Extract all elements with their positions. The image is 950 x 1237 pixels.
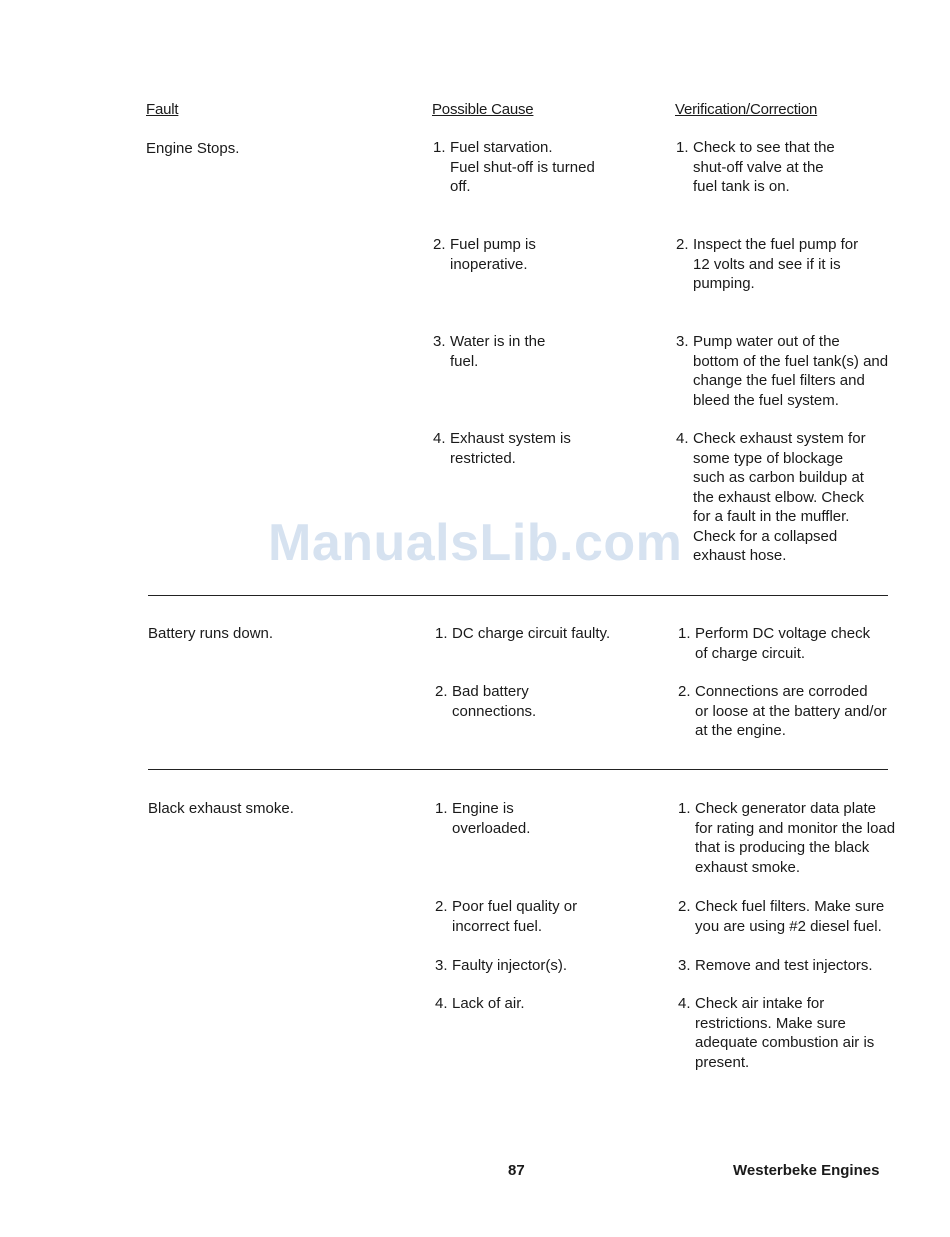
header-verification-correction: Verification/Correction: [675, 101, 818, 118]
cause-text: Fuel pump is inoperative.: [450, 236, 536, 273]
item-number: 4.: [433, 430, 446, 447]
fix-text: Check fuel filters. Make sure you are using #2 diesel fuel.: [695, 898, 885, 935]
fix-text: Check generator data plate for rating and monitor the load that is producing the black exhaust smoke.: [695, 800, 896, 876]
cause-text: Exhaust system is restricted.: [450, 430, 571, 467]
item-number: 1.: [678, 625, 691, 642]
fix-item: [678, 682, 918, 741]
fix-item: [678, 624, 928, 663]
fix-text: Check exhaust system for some type of blockage such as carbon buildup at the exhaust elbow. Check for a fault in the muffler. Check for a collapsed exhaust hose.: [693, 430, 866, 564]
cause-text: Faulty injector(s).: [452, 957, 568, 974]
cause-text: Poor fuel quality or incorrect fuel.: [452, 898, 578, 935]
cause-text: Water is in the fuel.: [450, 333, 546, 370]
item-number: 1.: [435, 800, 448, 817]
cause-item: [435, 799, 685, 838]
cause-item: [433, 429, 683, 468]
header-possible-cause: Possible Cause: [432, 101, 534, 118]
fix-text: Connections are corroded or loose at the battery and/or at the engine.: [695, 683, 887, 739]
fix-text: Check to see that the shut-off valve at the fuel tank is on.: [693, 139, 835, 195]
item-number: 1.: [676, 139, 689, 156]
page-number: 87: [508, 1162, 525, 1179]
item-number: 3.: [433, 333, 446, 350]
item-number: 3.: [678, 957, 691, 974]
cause-text: Fuel starvation. Fuel shut-off is turned off.: [450, 139, 595, 195]
fix-item: [678, 956, 928, 976]
cause-item: [435, 897, 685, 936]
fix-text: Pump water out of the bottom of the fuel tank(s) and change the fuel filters and bleed the fuel system.: [693, 333, 889, 409]
item-number: 4.: [676, 430, 689, 447]
fix-item: [676, 138, 926, 197]
cause-item: [433, 138, 683, 197]
section-divider: [148, 595, 888, 596]
fix-item: [678, 897, 923, 936]
cause-item: [435, 624, 685, 644]
cause-text: Engine is overloaded.: [452, 800, 531, 837]
fix-text: Check air intake for restrictions. Make sure adequate combustion air is present.: [695, 995, 875, 1071]
cause-text: Bad battery connections.: [452, 683, 537, 720]
item-number: 1.: [435, 625, 448, 642]
fault-black-exhaust-smoke: Black exhaust smoke.: [148, 800, 294, 817]
fix-item: [676, 332, 916, 410]
item-number: 2.: [678, 683, 691, 700]
cause-item: [435, 956, 685, 976]
item-number: 4.: [678, 995, 691, 1012]
item-number: 2.: [435, 683, 448, 700]
item-number: 2.: [676, 236, 689, 253]
item-number: 4.: [435, 995, 448, 1012]
header-fault: Fault: [146, 101, 179, 118]
item-number: 2.: [433, 236, 446, 253]
item-number: 1.: [433, 139, 446, 156]
section-divider: [148, 769, 888, 770]
cause-item: [433, 235, 683, 274]
watermark: ManualsLib.com: [268, 514, 683, 572]
fix-text: Remove and test injectors.: [695, 957, 873, 974]
fix-text: Inspect the fuel pump for 12 volts and see if it is pumping.: [693, 236, 859, 292]
item-number: 3.: [676, 333, 689, 350]
fix-item: [678, 799, 923, 877]
cause-item: [435, 682, 685, 721]
fix-text: Perform DC voltage check of charge circuit.: [695, 625, 871, 662]
footer-brand: Westerbeke Engines: [733, 1162, 880, 1179]
fix-item: [676, 429, 926, 566]
item-number: 2.: [678, 898, 691, 915]
cause-text: DC charge circuit faulty.: [452, 625, 611, 642]
item-number: 1.: [678, 800, 691, 817]
fix-item: [678, 994, 928, 1072]
fix-item: [676, 235, 926, 294]
fault-battery-runs-down: Battery runs down.: [148, 625, 274, 642]
item-number: 3.: [435, 957, 448, 974]
cause-text: Lack of air.: [452, 995, 525, 1012]
cause-item: [435, 994, 685, 1014]
cause-item: [433, 332, 683, 371]
fault-engine-stops: Engine Stops.: [146, 140, 240, 157]
item-number: 2.: [435, 898, 448, 915]
